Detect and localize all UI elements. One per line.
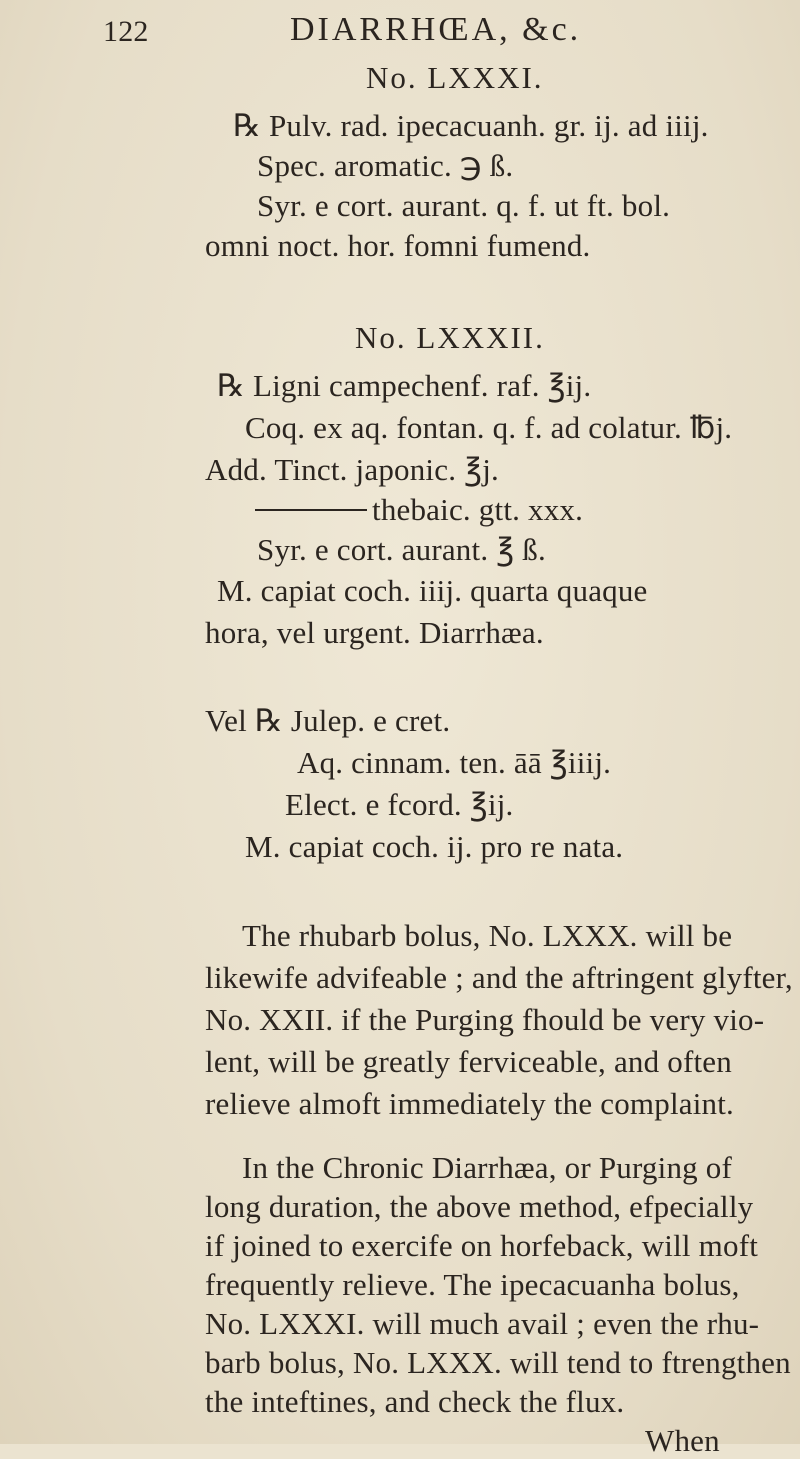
recipe-line: omni noct. hor. fomni fumend.	[205, 228, 591, 263]
recipe-line: Spec. aromatic. ℈ ß.	[257, 148, 514, 183]
recipe-line: M. capiat coch. iiij. quarta quaque	[217, 573, 648, 608]
recipe-line: Add. Tinct. japonic. ℥j.	[205, 452, 499, 487]
paragraph-line: relieve almoft immediately the complaint.	[205, 1086, 734, 1121]
recipe-line: Syr. e cort. aurant. q. f. ut ft. bol.	[257, 188, 671, 223]
paragraph-line: frequently relieve. The ipecacuanha bolus,	[205, 1267, 740, 1302]
recipe-line: Coq. ex aq. fontan. q. f. ad colatur. ℔j.	[245, 410, 733, 445]
recipe-line: Aq. cinnam. ten. āā ℥iiij.	[297, 745, 612, 780]
recipe-heading: No. LXXXII.	[355, 320, 545, 355]
recipe-line: ℞ Pulv. rad. ipecacuanh. gr. ij. ad iiij.	[233, 108, 709, 143]
running-title: DIARRHŒA, &c.	[290, 11, 582, 48]
paragraph-line: The rhubarb bolus, No. LXXX. will be	[242, 918, 733, 953]
recipe-line: Syr. e cort. aurant. ℥ ß.	[257, 532, 546, 567]
recipe-line: hora, vel urgent. Diarrhæa.	[205, 615, 544, 650]
paragraph-line: long duration, the above method, efpecially	[205, 1189, 754, 1224]
recipe-line: M. capiat coch. ij. pro re nata.	[245, 829, 624, 864]
paragraph-line: if joined to exercife on horfeback, will moft	[205, 1228, 759, 1263]
recipe-line: thebaic. gtt. xxx.	[372, 492, 584, 527]
paragraph-line: No. XXII. if the Purging fhould be very vio-	[205, 1002, 765, 1037]
paragraph-line: No. LXXXI. will much avail ; even the rhu-	[205, 1306, 760, 1341]
recipe-heading: No. LXXXI.	[366, 60, 544, 95]
paragraph-line: In the Chronic Diarrhæa, or Purging of	[242, 1150, 733, 1185]
page-number: 122	[103, 15, 149, 48]
recipe-line: Elect. e fcord. ℥ij.	[285, 787, 514, 822]
ditto-rule	[255, 509, 367, 511]
recipe-line: Vel ℞ Julep. e cret.	[205, 703, 451, 738]
paragraph-line: barb bolus, No. LXXX. will tend to ftrengthen	[205, 1345, 791, 1380]
recipe-line: ℞ Ligni campechenf. raf. ℥ij.	[217, 368, 592, 403]
paragraph-line: lent, will be greatly ferviceable, and often	[205, 1044, 732, 1079]
paragraph-line: likewife advifeable ; and the aftringent glyfter,	[205, 960, 793, 995]
catchword: When	[645, 1423, 720, 1458]
paragraph-line: the inteftines, and check the flux.	[205, 1384, 625, 1419]
